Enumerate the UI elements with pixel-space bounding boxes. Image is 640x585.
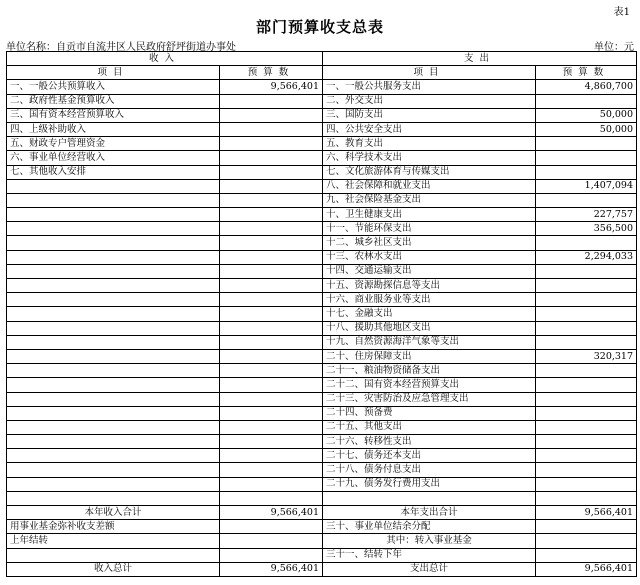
income-item-cell <box>7 392 220 406</box>
income-amount-cell <box>220 420 323 434</box>
expense-amount-cell: 50,000 <box>536 122 637 136</box>
income-amount-cell <box>220 435 323 449</box>
expense-amount-cell <box>536 321 637 335</box>
income-amount-cell <box>220 122 323 136</box>
income-item-cell <box>7 335 220 349</box>
expense-item-cell: 二十一、粮油物资储备支出 <box>323 364 536 378</box>
table-row <box>7 307 637 321</box>
income-amount-cell <box>220 264 323 278</box>
expense-item-cell: 十一、节能环保支出 <box>323 222 536 236</box>
income-amount-cell <box>220 250 323 264</box>
expense-amount-cell: 50,000 <box>536 108 637 122</box>
table-row <box>7 349 637 363</box>
income-item-cell: 用事业基金弥补收支差额 <box>7 520 220 534</box>
table-row <box>7 165 637 179</box>
expense-amount-cell <box>536 378 637 392</box>
income-amount-cell: 9,566,401 <box>220 80 323 94</box>
income-item-cell <box>7 264 220 278</box>
expense-amount-cell <box>536 279 637 293</box>
expense-item-cell: 二十、住房保障支出 <box>323 349 536 363</box>
expense-amount-cell <box>536 364 637 378</box>
expense-amount-cell <box>536 264 637 278</box>
income-item-cell <box>7 279 220 293</box>
expense-item-cell: 二十八、债务付息支出 <box>323 463 536 477</box>
table-row <box>7 449 637 463</box>
expense-item-cell: 二十三、灾害防治及应急管理支出 <box>323 392 536 406</box>
expense-amount-cell: 9,566,401 <box>536 506 637 520</box>
table-row <box>7 279 637 293</box>
expense-item-cell: 十六、商业服务业等支出 <box>323 293 536 307</box>
income-item-cell <box>7 435 220 449</box>
income-amount-cell <box>220 364 323 378</box>
expense-amount-cell <box>536 94 637 108</box>
income-item-cell <box>7 406 220 420</box>
table-meta <box>6 38 634 51</box>
expense-amount-cell: 356,500 <box>536 222 637 236</box>
table-column-header <box>7 66 637 80</box>
table-row <box>7 236 637 250</box>
income-item-cell: 三、国有资本经营预算收入 <box>7 108 220 122</box>
income-amount-cell <box>220 321 323 335</box>
table-row <box>7 222 637 236</box>
table-row <box>7 364 637 378</box>
table-row <box>7 208 637 222</box>
table-row <box>7 151 637 165</box>
income-amount-cell: 9,566,401 <box>220 506 323 520</box>
expense-item-cell: 二十六、转移性支出 <box>323 435 536 449</box>
income-amount-cell <box>220 179 323 193</box>
income-amount-cell <box>220 335 323 349</box>
income-amount-cell <box>220 477 323 491</box>
income-item-cell <box>7 179 220 193</box>
table-row <box>7 321 637 335</box>
income-item-cell <box>7 477 220 491</box>
table-row <box>7 548 637 562</box>
income-amount-cell <box>220 520 323 534</box>
income-amount-cell <box>220 279 323 293</box>
income-amount-cell <box>220 406 323 420</box>
income-item-cell <box>7 250 220 264</box>
income-amount-cell <box>220 548 323 562</box>
page-title: 部门预算收支总表 <box>255 18 384 36</box>
expense-item-cell: 十、卫生健康支出 <box>323 208 536 222</box>
income-item-cell <box>7 236 220 250</box>
income-amount-cell <box>220 449 323 463</box>
income-item-cell <box>7 420 220 434</box>
table-row <box>7 137 637 151</box>
expense-amount-cell <box>536 137 637 151</box>
income-amount-cell <box>220 94 323 108</box>
expense-item-cell: 十三、农林水支出 <box>323 250 536 264</box>
expense-amount-cell <box>536 151 637 165</box>
income-amount-cell <box>220 307 323 321</box>
table-row <box>7 491 637 505</box>
income-amount-cell <box>220 137 323 151</box>
expense-item-cell: 十四、交通运输支出 <box>323 264 536 278</box>
income-item-cell <box>7 378 220 392</box>
income-item-cell <box>7 307 220 321</box>
income-budget-header: 预算数 <box>220 66 323 80</box>
expense-amount-cell <box>536 491 637 505</box>
income-amount-cell <box>220 378 323 392</box>
expense-budget-header: 预算数 <box>536 66 637 80</box>
expense-amount-cell <box>536 236 637 250</box>
income-item-cell: 二、政府性基金预算收入 <box>7 94 220 108</box>
expense-item-cell <box>323 491 536 505</box>
expense-item-cell: 八、社会保障和就业支出 <box>323 179 536 193</box>
income-item-cell <box>7 463 220 477</box>
income-amount-cell <box>220 463 323 477</box>
income-amount-cell <box>220 491 323 505</box>
table-row <box>7 463 637 477</box>
expense-item-cell: 十五、资源勘探信息等支出 <box>323 279 536 293</box>
table-row <box>7 80 637 94</box>
table-group-header <box>7 52 637 66</box>
income-item-cell <box>7 222 220 236</box>
income-item-cell: 四、上级补助收入 <box>7 122 220 136</box>
expense-amount-cell: 9,566,401 <box>536 562 637 576</box>
expense-item-cell: 三、国防支出 <box>323 108 536 122</box>
expense-amount-cell <box>536 392 637 406</box>
income-item-cell <box>7 293 220 307</box>
expense-item-cell: 二十九、债务发行费用支出 <box>323 477 536 491</box>
expense-item-cell: 二十七、债务还本支出 <box>323 449 536 463</box>
expense-item-cell: 二、外交支出 <box>323 94 536 108</box>
expense-amount-cell <box>536 449 637 463</box>
income-amount-cell <box>220 349 323 363</box>
table-row <box>7 122 637 136</box>
expense-item-cell: 十九、自然资源海洋气象等支出 <box>323 335 536 349</box>
expense-amount-cell <box>536 165 637 179</box>
expense-item-header: 项目 <box>323 66 536 80</box>
income-header: 收入 <box>7 52 323 66</box>
expense-item-cell: 一、一般公共服务支出 <box>323 80 536 94</box>
table-row <box>7 534 637 548</box>
expense-amount-cell: 4,860,700 <box>536 80 637 94</box>
table-row <box>7 420 637 434</box>
income-item-cell: 本年收入合计 <box>7 506 220 520</box>
income-amount-cell <box>220 222 323 236</box>
expense-amount-cell: 320,317 <box>536 349 637 363</box>
expense-item-cell: 三十一、结转下年 <box>323 548 536 562</box>
income-item-cell <box>7 491 220 505</box>
expense-amount-cell <box>536 293 637 307</box>
expense-item-cell: 其中：转入事业基金 <box>323 534 536 548</box>
income-amount-cell <box>220 208 323 222</box>
income-item-cell: 上年结转 <box>7 534 220 548</box>
table-row <box>7 477 637 491</box>
expense-amount-cell: 1,407,094 <box>536 179 637 193</box>
income-item-cell <box>7 349 220 363</box>
expense-amount-cell <box>536 463 637 477</box>
table-row <box>7 378 637 392</box>
table-row <box>7 392 637 406</box>
expense-amount-cell <box>536 534 637 548</box>
expense-header: 支出 <box>323 52 637 66</box>
expense-amount-cell <box>536 406 637 420</box>
income-amount-cell <box>220 534 323 548</box>
income-amount-cell <box>220 151 323 165</box>
income-amount-cell <box>220 392 323 406</box>
table-row <box>7 264 637 278</box>
table-row <box>7 435 637 449</box>
table-row <box>7 406 637 420</box>
expense-item-cell: 七、文化旅游体育与传媒支出 <box>323 165 536 179</box>
income-item-cell <box>7 321 220 335</box>
table-row <box>7 250 637 264</box>
expense-amount-cell <box>536 435 637 449</box>
table-row <box>7 293 637 307</box>
table-row <box>7 562 637 576</box>
expense-item-cell: 九、社会保险基金支出 <box>323 193 536 207</box>
income-item-cell: 一、一般公共预算收入 <box>7 80 220 94</box>
income-amount-cell <box>220 108 323 122</box>
expense-amount-cell <box>536 307 637 321</box>
income-item-cell <box>7 364 220 378</box>
currency-unit: 单位：元 <box>594 42 634 53</box>
income-item-cell <box>7 208 220 222</box>
expense-item-cell: 二十四、预备费 <box>323 406 536 420</box>
income-item-header: 项目 <box>7 66 220 80</box>
expense-amount-cell <box>536 335 637 349</box>
table-row <box>7 94 637 108</box>
income-amount-cell <box>220 193 323 207</box>
expense-item-cell: 四、公共安全支出 <box>323 122 536 136</box>
income-amount-cell <box>220 165 323 179</box>
expense-amount-cell <box>536 420 637 434</box>
expense-item-cell: 二十五、其他支出 <box>323 420 536 434</box>
income-item-cell <box>7 548 220 562</box>
table-row <box>7 108 637 122</box>
income-amount-cell <box>220 293 323 307</box>
income-item-cell <box>7 449 220 463</box>
table-row <box>7 506 637 520</box>
expense-item-cell: 六、科学技术支出 <box>323 151 536 165</box>
expense-item-cell: 十二、城乡社区支出 <box>323 236 536 250</box>
budget-table <box>6 51 637 577</box>
expense-amount-cell <box>536 548 637 562</box>
expense-item-cell: 十八、援助其他地区支出 <box>323 321 536 335</box>
income-item-cell <box>7 193 220 207</box>
unit-name: 单位名称：自贡市自流井区人民政府舒坪街道办事处 <box>6 42 236 53</box>
table-row <box>7 335 637 349</box>
table-row <box>7 520 637 534</box>
income-amount-cell: 9,566,401 <box>220 562 323 576</box>
expense-item-cell: 十七、金融支出 <box>323 307 536 321</box>
income-item-cell: 收入总计 <box>7 562 220 576</box>
income-item-cell: 六、事业单位经营收入 <box>7 151 220 165</box>
expense-amount-cell <box>536 193 637 207</box>
income-item-cell: 七、其他收入安排 <box>7 165 220 179</box>
expense-item-cell: 三十、事业单位结余分配 <box>323 520 536 534</box>
expense-amount-cell: 227,757 <box>536 208 637 222</box>
expense-amount-cell: 2,294,033 <box>536 250 637 264</box>
expense-amount-cell <box>536 520 637 534</box>
expense-item-cell: 支出总计 <box>323 562 536 576</box>
expense-item-cell: 五、教育支出 <box>323 137 536 151</box>
income-amount-cell <box>220 236 323 250</box>
table-row <box>7 179 637 193</box>
table-number: 表1 <box>613 7 630 18</box>
expense-item-cell: 本年支出合计 <box>323 506 536 520</box>
expense-amount-cell <box>536 477 637 491</box>
income-item-cell: 五、财政专户管理资金 <box>7 137 220 151</box>
expense-item-cell: 二十二、国有资本经营预算支出 <box>323 378 536 392</box>
table-row <box>7 193 637 207</box>
